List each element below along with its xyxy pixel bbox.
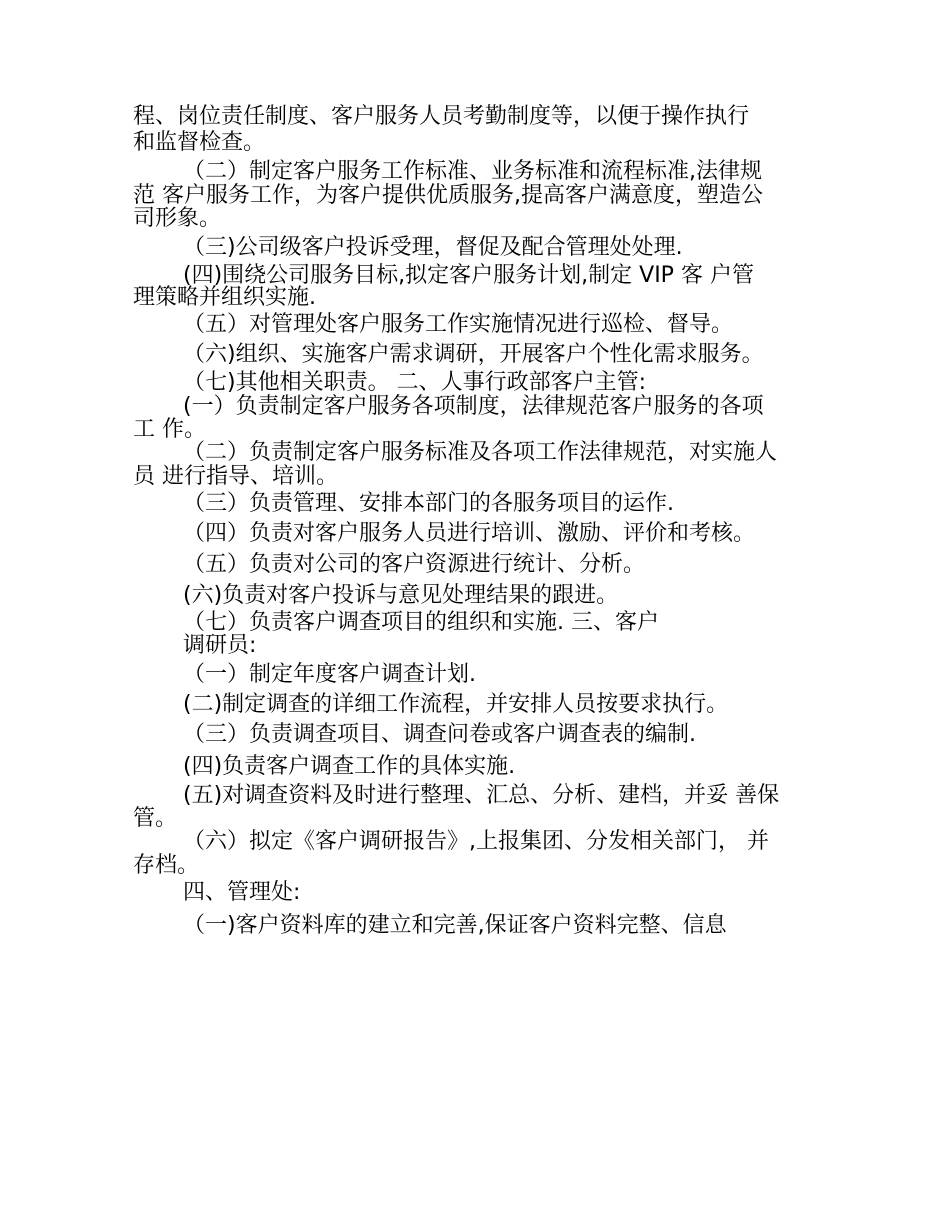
text-line: 管。 (133, 806, 178, 831)
text-line: 四、管理处: (183, 880, 301, 905)
text-line: (二)制定调查的详细工作流程，并安排人员按要求执行。 (183, 692, 729, 717)
text-line: （一)客户资料库的建立和完善,保证客户资料完整、信息 (183, 913, 727, 938)
text-line: （五）对管理处客户服务工作实施情况进行巡检、督导。 (183, 312, 734, 337)
text-line: (四)围绕公司服务目标,拟定客户服务计划,制定 VIP 客 户管 (183, 263, 754, 288)
text-line: （三)公司级客户投诉受理，督促及配合管理处处理. (183, 235, 683, 260)
text-line: 理策略并组织实施. (133, 285, 316, 310)
text-line: 工 作。 (133, 417, 206, 442)
text-line: （七）负责客户调查项目的组织和实施. 三、客户 (183, 610, 659, 635)
text-line: （七)其他相关职责。 二、人事行政部客户主管: (183, 370, 646, 395)
text-line: 存档。 (133, 853, 200, 878)
text-line: （二）负责制定客户服务标准及各项工作法律规范，对实施人 (183, 440, 778, 465)
text-line: 员 进行指导、培训。 (133, 464, 338, 489)
text-line: 调研员: (183, 633, 257, 658)
text-line: (四)负责客户调查工作的具体实施. (183, 754, 516, 779)
text-line: （四）负责对客户服务人员进行培训、激励、评价和考核。 (183, 521, 756, 546)
text-line: 程、岗位责任制度、客户服务人员考勤制度等，以便于操作执行 (133, 104, 750, 129)
text-line: （三）负责管理、安排本部门的各服务项目的运作. (183, 491, 674, 516)
text-line: （一）制定年度客户调查计划. (183, 662, 476, 687)
text-line: （五）负责对公司的客户资源进行统计、分析。 (183, 552, 646, 577)
text-line: 和监督检查。 (133, 130, 266, 155)
text-line: （二）制定客户服务工作标准、业务标准和流程标准,法律规 (183, 159, 762, 184)
text-line: 范 客户服务工作，为客户提供优质服务,提高客户满意度，塑造公 (133, 183, 763, 208)
text-line: （六）拟定《客户调研报告》,上报集团、分发相关部门， 并 (183, 829, 769, 854)
text-line: （六)组织、实施客户需求调研，开展客户个性化需求服务。 (183, 342, 764, 367)
text-line: (一）负责制定客户服务各项制度，法律规范客户服务的各项 (183, 394, 764, 419)
text-line: 司形象。 (133, 206, 222, 231)
text-line: (五)对调查资料及时进行整理、汇总、分析、建档，并妥 善保 (183, 783, 780, 808)
text-line: （三）负责调查项目、调查问卷或客户调查表的编制. (183, 722, 696, 747)
text-line: (六)负责对客户投诉与意见处理结果的跟进。 (183, 583, 619, 608)
